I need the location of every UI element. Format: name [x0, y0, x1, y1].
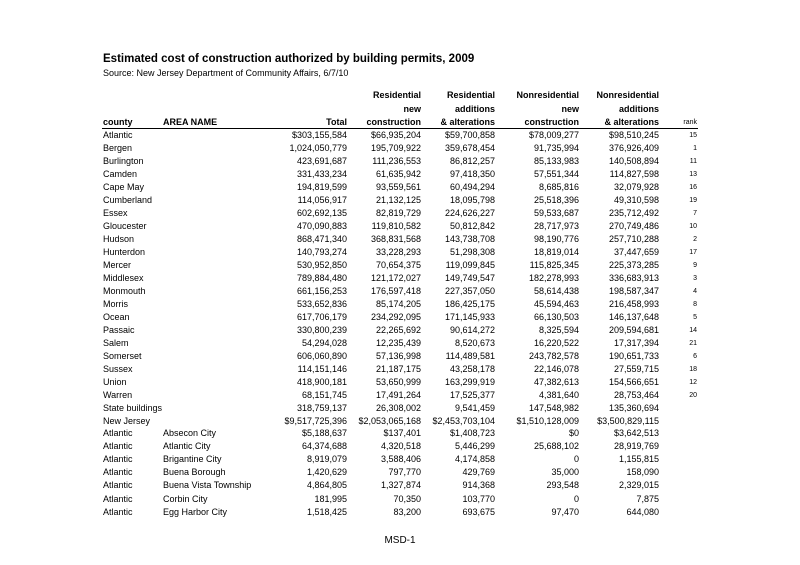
cell-total: 418,900,181: [296, 377, 347, 387]
table-row: [0, 298, 800, 311]
cell-residential-additions: 143,738,708: [444, 234, 495, 244]
table-row: [0, 259, 800, 272]
cell-county: Cape May: [103, 182, 145, 192]
table-row: [0, 479, 800, 492]
cell-residential-additions: 17,525,377: [449, 390, 495, 400]
cell-county: Ocean: [103, 312, 130, 322]
cell-county: Cumberland: [103, 195, 153, 205]
cell-total: 423,691,687: [296, 156, 347, 166]
cell-rank: 9: [693, 262, 697, 269]
table-row: [0, 389, 800, 402]
cell-total: 68,151,745: [301, 390, 347, 400]
table-row: [0, 376, 800, 389]
table-row: [0, 427, 800, 440]
cell-nonresidential-additions: 146,137,648: [608, 312, 659, 322]
cell-residential-additions: 163,299,919: [444, 377, 495, 387]
cell-residential-additions: 60,494,294: [449, 182, 495, 192]
table-row: [0, 129, 800, 142]
cell-area-name: Egg Harbor City: [163, 506, 228, 517]
cell-residential-new: 368,831,568: [370, 234, 421, 244]
table-row: [0, 453, 800, 466]
cell-area-name: Absecon City: [163, 428, 217, 438]
cell-nonresidential-new: 91,735,994: [533, 143, 579, 153]
cell-total: 64,374,688: [301, 441, 347, 452]
cell-nonresidential-new: 97,470: [551, 506, 579, 517]
cell-rank: 4: [693, 288, 697, 295]
header-residential-additions: [440, 89, 495, 130]
page-footer: MSD-1: [384, 535, 416, 546]
table-row: [0, 440, 800, 453]
cell-nonresidential-additions: 37,447,659: [613, 247, 659, 257]
header-line: new: [561, 103, 579, 114]
cell-residential-additions: 103,770: [462, 493, 495, 504]
cell-nonresidential-new: 243,782,578: [528, 351, 579, 361]
cell-nonresidential-additions: 114,827,598: [609, 169, 659, 179]
cell-nonresidential-additions: 28,919,769: [613, 441, 659, 452]
header-line: & alterations: [604, 117, 659, 127]
cell-residential-new: 121,172,027: [370, 273, 421, 283]
cell-residential-additions: 9,541,459: [454, 403, 495, 413]
cell-residential-additions: 359,678,454: [444, 143, 495, 153]
cell-county: State buildings: [103, 403, 163, 413]
cell-nonresidential-new: 0: [573, 493, 579, 504]
cell-residential-additions: 119,099,845: [445, 260, 495, 270]
cell-nonresidential-additions: $3,500,829,115: [597, 416, 659, 426]
cell-county: Monmouth: [103, 286, 146, 296]
cell-rank: 12: [689, 379, 697, 386]
cell-nonresidential-additions: 270,749,486: [608, 221, 659, 231]
cell-total: 661,156,253: [296, 286, 347, 296]
cell-total: 330,800,239: [296, 325, 347, 335]
cell-nonresidential-additions: 2,329,015: [618, 480, 659, 491]
cell-county: Atlantic: [103, 467, 133, 478]
cell-total: 1,420,629: [306, 467, 347, 478]
cell-nonresidential-additions: 135,360,694: [608, 403, 659, 413]
cell-rank: 11: [689, 158, 697, 165]
cell-county: Sussex: [103, 364, 133, 374]
cell-nonresidential-new: 85,133,983: [533, 156, 579, 166]
header-line: new: [403, 103, 421, 114]
cell-nonresidential-new: 115,825,345: [529, 260, 579, 270]
header-residential-new: [366, 89, 421, 130]
cell-total: 114,151,146: [297, 364, 347, 374]
table-row: [0, 285, 800, 298]
cell-residential-new: 4,320,518: [380, 441, 421, 452]
cell-nonresidential-additions: 644,080: [626, 506, 659, 517]
cell-county: Atlantic: [103, 480, 133, 491]
cell-nonresidential-new: 58,614,438: [533, 286, 579, 296]
cell-rank: 15: [689, 132, 697, 139]
table-row: [0, 506, 800, 519]
cell-residential-additions: 50,812,842: [449, 221, 495, 231]
cell-total: $5,188,637: [301, 428, 347, 438]
cell-nonresidential-additions: 376,926,409: [608, 143, 659, 153]
cell-nonresidential-new: 8,325,594: [538, 325, 579, 335]
table-row: [0, 402, 800, 415]
table-row: [0, 233, 800, 246]
cell-nonresidential-new: 293,548: [546, 480, 579, 491]
cell-rank: 8: [693, 301, 697, 308]
cell-nonresidential-additions: 32,079,928: [613, 182, 659, 192]
cell-nonresidential-new: 22,146,078: [533, 364, 579, 374]
cell-residential-additions: $1,408,723: [449, 428, 495, 438]
cell-residential-new: 176,597,418: [370, 286, 421, 296]
cell-residential-new: 33,228,293: [375, 247, 421, 257]
header-total: Total: [326, 117, 347, 127]
cell-nonresidential-additions: $3,642,513: [613, 428, 659, 438]
cell-rank: 20: [689, 392, 697, 399]
cell-residential-new: $2,053,065,168: [358, 416, 421, 426]
cell-residential-new: 119,810,582: [371, 221, 421, 231]
cell-rank: 7: [693, 210, 697, 217]
cell-residential-new: $137,401: [383, 428, 421, 438]
cell-residential-new: 21,132,125: [375, 195, 421, 205]
cell-county: Middlesex: [103, 273, 144, 283]
cell-residential-new: 70,654,375: [375, 260, 421, 270]
cell-residential-new: 83,200: [393, 506, 421, 517]
cell-rank: 10: [689, 223, 697, 230]
table-row: [0, 246, 800, 259]
cell-nonresidential-additions: 1,155,815: [618, 454, 659, 465]
cell-nonresidential-new: 59,533,687: [533, 208, 579, 218]
table-row: [0, 466, 800, 479]
cell-nonresidential-additions: 190,651,733: [608, 351, 659, 361]
cell-residential-new: 17,491,264: [375, 390, 421, 400]
cell-total: 530,952,850: [296, 260, 347, 270]
cell-residential-additions: 5,446,299: [454, 441, 495, 452]
cell-county: Salem: [103, 338, 129, 348]
cell-residential-new: 85,174,205: [375, 299, 421, 309]
cell-residential-additions: $59,700,858: [444, 130, 495, 140]
cell-nonresidential-new: 25,688,102: [533, 441, 579, 452]
cell-nonresidential-new: 35,000: [551, 467, 579, 478]
cell-total: 194,819,599: [296, 182, 347, 192]
header-line: Nonresidential: [596, 90, 659, 100]
table-row: [0, 220, 800, 233]
cell-nonresidential-additions: 336,683,913: [608, 273, 659, 283]
cell-residential-new: 82,819,729: [375, 208, 421, 218]
cell-residential-additions: 186,425,175: [444, 299, 495, 309]
table-row: [0, 311, 800, 324]
cell-nonresidential-new: 4,381,640: [538, 390, 579, 400]
cell-county: Union: [103, 377, 127, 387]
cell-total: 606,060,890: [296, 351, 347, 361]
header-line: construction: [366, 117, 421, 127]
table-row: [0, 493, 800, 506]
cell-area-name: Buena Borough: [163, 467, 226, 478]
cell-residential-new: 1,327,874: [380, 480, 421, 491]
cell-residential-additions: 114,489,581: [445, 351, 495, 361]
cell-total: 318,759,137: [296, 403, 347, 413]
cell-rank: 3: [693, 275, 697, 282]
cell-rank: 17: [689, 249, 697, 256]
cell-area-name: Brigantine City: [163, 454, 222, 465]
header-nonresidential-new: [516, 89, 579, 130]
cell-area-name: Buena Vista Township: [163, 480, 252, 491]
cell-total: 4,864,805: [306, 480, 347, 491]
cell-total: 868,471,340: [296, 234, 347, 244]
cell-county: Gloucester: [103, 221, 147, 231]
cell-residential-new: 61,635,942: [375, 169, 421, 179]
header-line: & alterations: [440, 117, 495, 127]
cell-rank: 14: [689, 327, 697, 334]
cell-rank: 18: [689, 366, 697, 373]
cell-total: 331,433,234: [296, 169, 347, 179]
cell-rank: 21: [689, 340, 697, 347]
cell-residential-additions: 149,749,547: [444, 273, 495, 283]
cell-nonresidential-additions: 140,508,894: [608, 156, 659, 166]
cell-county: Morris: [103, 299, 128, 309]
cell-total: $9,517,725,396: [284, 416, 347, 426]
cell-nonresidential-new: $78,009,277: [528, 130, 579, 140]
cell-rank: 2: [693, 236, 697, 243]
cell-total: 1,024,050,779: [289, 143, 347, 153]
cell-county: Bergen: [103, 143, 133, 153]
table-row: [0, 324, 800, 337]
cell-county: Essex: [103, 208, 128, 218]
cell-total: 617,706,179: [296, 312, 347, 322]
header-county: county: [103, 117, 133, 127]
cell-county: Warren: [103, 390, 133, 400]
cell-total: 140,793,274: [296, 247, 347, 257]
cell-nonresidential-additions: 216,458,993: [608, 299, 659, 309]
cell-county: New Jersey: [103, 416, 151, 426]
cell-nonresidential-additions: 158,090: [626, 467, 659, 478]
cell-residential-new: 53,650,999: [375, 377, 421, 387]
cell-nonresidential-new: $1,510,128,009: [516, 416, 579, 426]
cell-nonresidential-new: 98,190,776: [533, 234, 579, 244]
cell-nonresidential-new: 45,594,463: [533, 299, 579, 309]
cell-nonresidential-additions: 49,310,598: [613, 195, 659, 205]
cell-nonresidential-new: 66,130,503: [533, 312, 579, 322]
report-title: Estimated cost of construction authorized by building permits, 2009: [103, 53, 475, 65]
cell-residential-new: 111,236,553: [372, 156, 421, 166]
cell-nonresidential-additions: 198,587,347: [608, 286, 659, 296]
cell-residential-additions: 914,368: [462, 480, 495, 491]
table-row: [0, 194, 800, 207]
report-source: Source: New Jersey Department of Community Affairs, 6/7/10: [103, 68, 349, 78]
cell-total: 1,518,425: [306, 506, 347, 517]
cell-area-name: Atlantic City: [163, 441, 211, 452]
cell-residential-additions: 18,095,798: [449, 195, 495, 205]
table-row: [0, 272, 800, 285]
cell-county: Atlantic: [103, 130, 133, 140]
cell-county: Camden: [103, 169, 138, 179]
cell-residential-additions: 693,675: [462, 506, 495, 517]
cell-nonresidential-new: 147,548,982: [528, 403, 579, 413]
header-line: additions: [455, 103, 495, 114]
cell-county: Passaic: [103, 325, 135, 335]
cell-nonresidential-additions: 235,712,492: [608, 208, 659, 218]
cell-nonresidential-additions: $98,510,245: [608, 130, 659, 140]
cell-nonresidential-new: $0: [568, 428, 579, 438]
cell-residential-additions: 97,418,350: [449, 169, 495, 179]
header-line: Nonresidential: [516, 90, 579, 100]
cell-rank: 5: [693, 314, 697, 321]
cell-residential-additions: $2,453,703,104: [432, 416, 495, 426]
cell-residential-additions: 429,769: [462, 467, 495, 478]
cell-rank: 6: [693, 353, 697, 360]
header-area-name: AREA NAME: [163, 117, 218, 127]
cell-county: Atlantic: [103, 493, 133, 504]
table-row: [0, 181, 800, 194]
cell-total: $303,155,584: [291, 130, 347, 140]
cell-nonresidential-new: 182,278,993: [528, 273, 579, 283]
cell-nonresidential-additions: 209,594,681: [608, 325, 659, 335]
header-nonresidential-additions: [596, 89, 659, 130]
cell-county: Atlantic: [103, 441, 133, 452]
cell-residential-new: $66,935,204: [370, 130, 421, 140]
cell-county: Atlantic: [103, 506, 133, 517]
cell-nonresidential-new: 0: [573, 454, 579, 465]
cell-residential-new: 21,187,175: [375, 364, 421, 374]
header-rank: rank: [683, 119, 697, 126]
cell-nonresidential-new: 28,717,973: [533, 221, 579, 231]
cell-residential-additions: 43,258,178: [449, 364, 495, 374]
cell-county: Atlantic: [103, 454, 133, 465]
cell-nonresidential-additions: 225,373,285: [608, 260, 659, 270]
cell-total: 54,294,028: [301, 338, 347, 348]
cell-residential-additions: 4,174,858: [454, 454, 495, 465]
cell-total: 533,652,836: [296, 299, 347, 309]
cell-nonresidential-new: 16,220,522: [533, 338, 579, 348]
cell-nonresidential-additions: 257,710,288: [608, 234, 659, 244]
cell-county: Mercer: [103, 260, 132, 270]
cell-rank: 1: [693, 145, 697, 152]
cell-rank: 16: [689, 184, 697, 191]
table-row: [0, 207, 800, 220]
header-line: Residential: [446, 90, 495, 100]
cell-total: 8,919,079: [306, 454, 347, 465]
cell-residential-additions: 224,626,227: [444, 208, 495, 218]
table-row: [0, 142, 800, 155]
cell-rank: 19: [689, 197, 697, 204]
cell-residential-new: 195,709,922: [370, 143, 421, 153]
cell-nonresidential-additions: 7,875: [636, 493, 659, 504]
cell-county: Hudson: [103, 234, 135, 244]
cell-nonresidential-new: 47,382,613: [533, 377, 579, 387]
cell-residential-new: 26,308,002: [375, 403, 421, 413]
cell-residential-new: 93,559,561: [375, 182, 421, 192]
header-line: construction: [524, 117, 579, 127]
table-row: [0, 350, 800, 363]
cell-rank: 13: [689, 171, 697, 178]
table-row: [0, 168, 800, 181]
cell-nonresidential-new: 25,518,396: [533, 195, 579, 205]
cell-total: 114,056,917: [297, 195, 347, 205]
cell-county: Burlington: [103, 156, 144, 166]
cell-area-name: Corbin City: [163, 493, 208, 504]
cell-residential-new: 3,588,406: [380, 454, 421, 465]
cell-residential-additions: 8,520,673: [454, 338, 495, 348]
cell-total: 470,090,883: [296, 221, 347, 231]
cell-county: Somerset: [103, 351, 142, 361]
cell-nonresidential-additions: 154,566,651: [608, 377, 659, 387]
cell-nonresidential-additions: 17,317,394: [613, 338, 659, 348]
cell-residential-new: 70,350: [393, 493, 421, 504]
cell-residential-new: 57,136,998: [375, 351, 421, 361]
cell-county: Atlantic: [103, 428, 133, 438]
cell-residential-additions: 51,298,308: [449, 247, 495, 257]
table-row: [0, 337, 800, 350]
cell-total: 602,692,135: [296, 208, 347, 218]
table-row: [0, 363, 800, 376]
cell-residential-new: 234,292,095: [370, 312, 421, 322]
cell-residential-new: 12,235,439: [375, 338, 421, 348]
cell-residential-new: 22,265,692: [375, 325, 421, 335]
header-line: additions: [619, 103, 659, 114]
cell-nonresidential-new: 8,685,816: [538, 182, 579, 192]
cell-residential-additions: 227,357,050: [444, 286, 495, 296]
cell-residential-additions: 171,145,933: [444, 312, 495, 322]
cell-nonresidential-additions: 28,753,464: [613, 390, 659, 400]
cell-residential-additions: 86,812,257: [449, 156, 495, 166]
cell-total: 789,884,480: [296, 273, 347, 283]
cell-total: 181,995: [314, 493, 347, 504]
header-line: Residential: [372, 90, 421, 100]
cell-nonresidential-new: 57,551,344: [533, 169, 579, 179]
cell-county: Hunterdon: [103, 247, 146, 257]
cell-nonresidential-new: 18,819,014: [533, 247, 579, 257]
cell-residential-new: 797,770: [388, 467, 421, 478]
cell-nonresidential-additions: 27,559,715: [613, 364, 659, 374]
cell-residential-additions: 90,614,272: [449, 325, 495, 335]
table-row: [0, 155, 800, 168]
